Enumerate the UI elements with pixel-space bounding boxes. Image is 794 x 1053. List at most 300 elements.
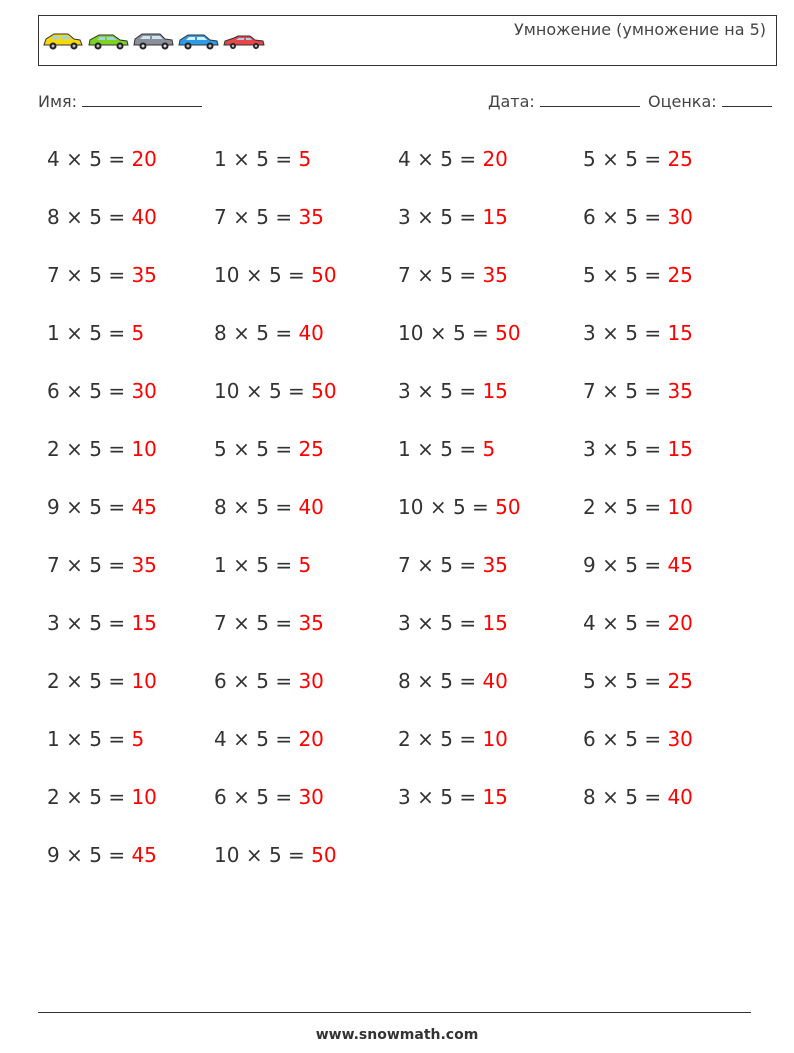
problem-item bbox=[583, 147, 693, 171]
answer-value: 45 bbox=[667, 553, 693, 577]
factor-b: 5 bbox=[256, 611, 269, 635]
problem-item bbox=[214, 727, 324, 751]
answer-value: 35 bbox=[298, 611, 324, 635]
factor-a: 5 bbox=[583, 147, 596, 171]
problem-item bbox=[583, 785, 693, 809]
factor-a: 7 bbox=[583, 379, 596, 403]
times-sign: × bbox=[602, 379, 619, 403]
answer-value: 35 bbox=[131, 553, 157, 577]
answer-value: 35 bbox=[298, 205, 324, 229]
times-sign: × bbox=[417, 785, 434, 809]
times-sign: × bbox=[66, 147, 83, 171]
times-sign: × bbox=[417, 263, 434, 287]
factor-b: 5 bbox=[256, 553, 269, 577]
factor-b: 5 bbox=[89, 379, 102, 403]
factor-b: 5 bbox=[625, 669, 638, 693]
times-sign: × bbox=[233, 727, 250, 751]
factor-b: 5 bbox=[625, 785, 638, 809]
problem-item bbox=[47, 379, 157, 403]
problem-item bbox=[398, 727, 508, 751]
times-sign: × bbox=[417, 205, 434, 229]
times-sign: × bbox=[66, 437, 83, 461]
problem-item bbox=[583, 611, 693, 635]
times-sign: × bbox=[66, 321, 83, 345]
times-sign: × bbox=[602, 553, 619, 577]
problem-item bbox=[583, 263, 693, 287]
factor-a: 3 bbox=[583, 321, 596, 345]
problem-item bbox=[47, 147, 157, 171]
times-sign: × bbox=[66, 785, 83, 809]
factor-a: 1 bbox=[47, 727, 60, 751]
factor-b: 5 bbox=[452, 321, 466, 345]
equals-sign: = bbox=[644, 263, 662, 287]
equals-sign: = bbox=[108, 669, 126, 693]
problem-item bbox=[214, 669, 324, 693]
factor-b: 5 bbox=[256, 321, 269, 345]
factor-b: 5 bbox=[89, 843, 102, 867]
times-sign: × bbox=[66, 495, 83, 519]
factor-a: 6 bbox=[214, 669, 227, 693]
equals-sign: = bbox=[108, 553, 126, 577]
factor-a: 2 bbox=[47, 669, 60, 693]
times-sign: × bbox=[417, 147, 434, 171]
times-sign: × bbox=[233, 553, 250, 577]
equals-sign: = bbox=[108, 205, 126, 229]
factor-a: 4 bbox=[47, 147, 60, 171]
factor-b: 5 bbox=[256, 437, 269, 461]
times-sign: × bbox=[602, 147, 619, 171]
problem-item bbox=[583, 727, 693, 751]
factor-a: 3 bbox=[583, 437, 596, 461]
answer-value: 50 bbox=[311, 379, 337, 403]
problem-item bbox=[583, 669, 693, 693]
factor-b: 5 bbox=[452, 495, 466, 519]
times-sign: × bbox=[417, 553, 434, 577]
answer-value: 35 bbox=[131, 263, 157, 287]
answer-value: 15 bbox=[482, 785, 508, 809]
problem-item bbox=[398, 553, 508, 577]
factor-a: 1 bbox=[47, 321, 60, 345]
equals-sign: = bbox=[472, 321, 489, 345]
factor-b: 5 bbox=[89, 437, 102, 461]
equals-sign: = bbox=[108, 321, 126, 345]
problem-item bbox=[214, 147, 311, 171]
answer-value: 45 bbox=[131, 495, 157, 519]
factor-b: 5 bbox=[440, 205, 453, 229]
problem-item bbox=[47, 611, 157, 635]
factor-b: 5 bbox=[625, 727, 638, 751]
answer-value: 30 bbox=[667, 727, 693, 751]
answer-value: 45 bbox=[131, 843, 157, 867]
equals-sign: = bbox=[108, 785, 126, 809]
factor-b: 5 bbox=[625, 263, 638, 287]
equals-sign: = bbox=[275, 147, 293, 171]
factor-b: 5 bbox=[440, 437, 453, 461]
times-sign: × bbox=[602, 437, 619, 461]
equals-sign: = bbox=[644, 553, 662, 577]
times-sign: × bbox=[233, 785, 250, 809]
times-sign: × bbox=[602, 785, 619, 809]
problem-item bbox=[398, 321, 521, 345]
problem-item bbox=[214, 263, 337, 287]
problem-item bbox=[214, 553, 311, 577]
answer-value: 40 bbox=[667, 785, 693, 809]
factor-a: 3 bbox=[398, 611, 411, 635]
times-sign: × bbox=[429, 321, 447, 345]
factor-a: 4 bbox=[214, 727, 227, 751]
factor-a: 7 bbox=[398, 263, 411, 287]
grade-label: Оценка: bbox=[648, 92, 717, 111]
times-sign: × bbox=[245, 843, 263, 867]
factor-b: 5 bbox=[625, 205, 638, 229]
factor-b: 5 bbox=[89, 495, 102, 519]
times-sign: × bbox=[245, 379, 263, 403]
factor-a: 7 bbox=[47, 263, 60, 287]
problem-item bbox=[214, 205, 324, 229]
equals-sign: = bbox=[275, 669, 293, 693]
answer-value: 25 bbox=[667, 147, 693, 171]
footer-divider bbox=[38, 1012, 751, 1013]
equals-sign: = bbox=[644, 669, 662, 693]
answer-value: 30 bbox=[131, 379, 157, 403]
times-sign: × bbox=[417, 669, 434, 693]
equals-sign: = bbox=[108, 147, 126, 171]
answer-value: 15 bbox=[667, 437, 693, 461]
times-sign: × bbox=[233, 669, 250, 693]
factor-a: 3 bbox=[398, 205, 411, 229]
factor-b: 5 bbox=[625, 379, 638, 403]
factor-b: 5 bbox=[89, 727, 102, 751]
problem-item bbox=[214, 379, 337, 403]
factor-b: 5 bbox=[440, 379, 453, 403]
factor-b: 5 bbox=[625, 321, 638, 345]
equals-sign: = bbox=[108, 495, 126, 519]
answer-value: 35 bbox=[667, 379, 693, 403]
factor-a: 10 bbox=[398, 495, 424, 519]
answer-value: 30 bbox=[298, 669, 324, 693]
answer-value: 35 bbox=[482, 263, 508, 287]
answer-value: 5 bbox=[298, 147, 312, 171]
problem-item bbox=[47, 321, 144, 345]
times-sign: × bbox=[66, 205, 83, 229]
equals-sign: = bbox=[459, 727, 477, 751]
answer-value: 40 bbox=[131, 205, 157, 229]
answer-value: 5 bbox=[131, 321, 145, 345]
factor-b: 5 bbox=[440, 553, 453, 577]
factor-a: 2 bbox=[583, 495, 596, 519]
name-label: Имя: bbox=[38, 92, 78, 111]
factor-b: 5 bbox=[440, 611, 453, 635]
equals-sign: = bbox=[108, 611, 126, 635]
times-sign: × bbox=[66, 669, 83, 693]
times-sign: × bbox=[66, 553, 83, 577]
factor-b: 5 bbox=[89, 553, 102, 577]
answer-value: 30 bbox=[667, 205, 693, 229]
factor-b: 5 bbox=[625, 147, 638, 171]
factor-a: 3 bbox=[398, 785, 411, 809]
answer-value: 5 bbox=[131, 727, 145, 751]
times-sign: × bbox=[233, 611, 250, 635]
factor-a: 10 bbox=[214, 379, 240, 403]
problem-item bbox=[583, 553, 693, 577]
factor-a: 7 bbox=[398, 553, 411, 577]
times-sign: × bbox=[602, 727, 619, 751]
factor-b: 5 bbox=[89, 669, 102, 693]
factor-a: 1 bbox=[214, 147, 227, 171]
factor-b: 5 bbox=[256, 495, 269, 519]
factor-b: 5 bbox=[440, 147, 453, 171]
problem-item bbox=[47, 495, 157, 519]
times-sign: × bbox=[602, 611, 619, 635]
factor-b: 5 bbox=[440, 669, 453, 693]
problem-item bbox=[398, 669, 508, 693]
equals-sign: = bbox=[275, 437, 293, 461]
equals-sign: = bbox=[644, 611, 662, 635]
times-sign: × bbox=[233, 495, 250, 519]
problem-item bbox=[398, 205, 508, 229]
times-sign: × bbox=[417, 727, 434, 751]
factor-a: 9 bbox=[47, 843, 60, 867]
factor-a: 6 bbox=[583, 727, 596, 751]
times-sign: × bbox=[602, 205, 619, 229]
times-sign: × bbox=[602, 321, 619, 345]
equals-sign: = bbox=[288, 843, 305, 867]
factor-b: 5 bbox=[625, 553, 638, 577]
factor-a: 6 bbox=[214, 785, 227, 809]
equals-sign: = bbox=[459, 611, 477, 635]
answer-value: 5 bbox=[298, 553, 312, 577]
answer-value: 10 bbox=[667, 495, 693, 519]
problem-item bbox=[583, 379, 693, 403]
factor-b: 5 bbox=[89, 205, 102, 229]
factor-a: 10 bbox=[214, 843, 240, 867]
equals-sign: = bbox=[288, 263, 305, 287]
equals-sign: = bbox=[108, 437, 126, 461]
answer-value: 50 bbox=[311, 263, 337, 287]
times-sign: × bbox=[602, 495, 619, 519]
factor-a: 1 bbox=[398, 437, 411, 461]
answer-value: 25 bbox=[667, 669, 693, 693]
factor-a: 2 bbox=[47, 437, 60, 461]
answer-value: 35 bbox=[482, 553, 508, 577]
answer-value: 15 bbox=[131, 611, 157, 635]
answer-value: 15 bbox=[482, 611, 508, 635]
answer-value: 5 bbox=[482, 437, 496, 461]
problem-item bbox=[214, 437, 324, 461]
factor-b: 5 bbox=[89, 611, 102, 635]
problem-item bbox=[398, 495, 521, 519]
times-sign: × bbox=[233, 437, 250, 461]
factor-b: 5 bbox=[89, 321, 102, 345]
factor-a: 6 bbox=[47, 379, 60, 403]
equals-sign: = bbox=[275, 205, 293, 229]
equals-sign: = bbox=[459, 437, 477, 461]
equals-sign: = bbox=[108, 263, 126, 287]
equals-sign: = bbox=[108, 843, 126, 867]
times-sign: × bbox=[429, 495, 447, 519]
factor-b: 5 bbox=[89, 147, 102, 171]
times-sign: × bbox=[66, 727, 83, 751]
factor-a: 7 bbox=[214, 611, 227, 635]
answer-value: 40 bbox=[482, 669, 508, 693]
factor-a: 9 bbox=[583, 553, 596, 577]
factor-a: 10 bbox=[214, 263, 240, 287]
footer-url[interactable]: www.snowmath.com bbox=[315, 1027, 479, 1043]
equals-sign: = bbox=[644, 437, 662, 461]
factor-b: 5 bbox=[256, 785, 269, 809]
answer-value: 40 bbox=[298, 495, 324, 519]
worksheet-title: Умножение (умножение на 5) bbox=[514, 20, 766, 39]
times-sign: × bbox=[417, 611, 434, 635]
factor-a: 5 bbox=[214, 437, 227, 461]
equals-sign: = bbox=[275, 553, 293, 577]
factor-a: 1 bbox=[214, 553, 227, 577]
times-sign: × bbox=[66, 379, 83, 403]
problem-item bbox=[583, 321, 693, 345]
equals-sign: = bbox=[459, 379, 477, 403]
problem-item bbox=[214, 611, 324, 635]
factor-a: 8 bbox=[583, 785, 596, 809]
factor-a: 4 bbox=[398, 147, 411, 171]
times-sign: × bbox=[417, 437, 434, 461]
factor-a: 4 bbox=[583, 611, 596, 635]
factor-a: 5 bbox=[583, 263, 596, 287]
answer-value: 20 bbox=[667, 611, 693, 635]
equals-sign: = bbox=[459, 147, 477, 171]
problem-item bbox=[583, 205, 693, 229]
problem-item bbox=[214, 843, 337, 867]
factor-b: 5 bbox=[625, 495, 638, 519]
times-sign: × bbox=[602, 263, 619, 287]
times-sign: × bbox=[66, 843, 83, 867]
answer-value: 10 bbox=[131, 785, 157, 809]
equals-sign: = bbox=[459, 669, 477, 693]
equals-sign: = bbox=[644, 379, 662, 403]
equals-sign: = bbox=[275, 321, 293, 345]
date-label: Дата: bbox=[488, 92, 535, 111]
answer-value: 50 bbox=[495, 495, 521, 519]
problem-item bbox=[47, 263, 157, 287]
times-sign: × bbox=[233, 321, 250, 345]
equals-sign: = bbox=[275, 785, 293, 809]
problem-item bbox=[583, 437, 693, 461]
equals-sign: = bbox=[459, 553, 477, 577]
problem-item bbox=[398, 785, 508, 809]
factor-a: 7 bbox=[214, 205, 227, 229]
problem-item bbox=[398, 263, 508, 287]
factor-b: 5 bbox=[256, 669, 269, 693]
answer-value: 20 bbox=[131, 147, 157, 171]
factor-b: 5 bbox=[440, 263, 453, 287]
equals-sign: = bbox=[472, 495, 489, 519]
problem-item bbox=[398, 437, 495, 461]
factor-a: 9 bbox=[47, 495, 60, 519]
factor-b: 5 bbox=[268, 263, 282, 287]
factor-a: 2 bbox=[398, 727, 411, 751]
answer-value: 15 bbox=[482, 205, 508, 229]
problem-item bbox=[583, 495, 693, 519]
factor-a: 3 bbox=[398, 379, 411, 403]
times-sign: × bbox=[66, 611, 83, 635]
answer-value: 10 bbox=[131, 669, 157, 693]
equals-sign: = bbox=[459, 263, 477, 287]
equals-sign: = bbox=[644, 785, 662, 809]
problem-item bbox=[47, 437, 157, 461]
times-sign: × bbox=[233, 147, 250, 171]
equals-sign: = bbox=[644, 147, 662, 171]
factor-a: 8 bbox=[214, 321, 227, 345]
answer-value: 20 bbox=[298, 727, 324, 751]
factor-b: 5 bbox=[256, 205, 269, 229]
factor-b: 5 bbox=[625, 611, 638, 635]
answer-value: 30 bbox=[298, 785, 324, 809]
times-sign: × bbox=[233, 205, 250, 229]
problem-item bbox=[398, 611, 508, 635]
times-sign: × bbox=[245, 263, 263, 287]
problem-item bbox=[47, 669, 157, 693]
equals-sign: = bbox=[275, 611, 293, 635]
problem-item bbox=[214, 495, 324, 519]
problem-item bbox=[398, 147, 508, 171]
factor-b: 5 bbox=[256, 147, 269, 171]
answer-value: 15 bbox=[482, 379, 508, 403]
equals-sign: = bbox=[644, 727, 662, 751]
factor-b: 5 bbox=[256, 727, 269, 751]
equals-sign: = bbox=[288, 379, 305, 403]
problem-item bbox=[214, 321, 324, 345]
factor-b: 5 bbox=[268, 379, 282, 403]
factor-a: 7 bbox=[47, 553, 60, 577]
answer-value: 25 bbox=[667, 263, 693, 287]
times-sign: × bbox=[602, 669, 619, 693]
factor-a: 10 bbox=[398, 321, 424, 345]
problem-item bbox=[47, 205, 157, 229]
equals-sign: = bbox=[275, 495, 293, 519]
factor-a: 8 bbox=[398, 669, 411, 693]
problem-item bbox=[47, 785, 157, 809]
answer-value: 50 bbox=[311, 843, 337, 867]
equals-sign: = bbox=[108, 379, 126, 403]
answer-value: 40 bbox=[298, 321, 324, 345]
answer-value: 15 bbox=[667, 321, 693, 345]
factor-b: 5 bbox=[268, 843, 282, 867]
equals-sign: = bbox=[459, 785, 477, 809]
equals-sign: = bbox=[644, 205, 662, 229]
equals-sign: = bbox=[459, 205, 477, 229]
problem-item bbox=[214, 785, 324, 809]
equals-sign: = bbox=[275, 727, 293, 751]
times-sign: × bbox=[417, 379, 434, 403]
answer-value: 25 bbox=[298, 437, 324, 461]
answer-value: 50 bbox=[495, 321, 521, 345]
problem-item bbox=[47, 727, 144, 751]
factor-a: 2 bbox=[47, 785, 60, 809]
factor-a: 5 bbox=[583, 669, 596, 693]
equals-sign: = bbox=[644, 321, 662, 345]
factor-a: 3 bbox=[47, 611, 60, 635]
problem-item bbox=[47, 553, 157, 577]
answer-value: 10 bbox=[482, 727, 508, 751]
problem-item bbox=[47, 843, 157, 867]
factor-a: 8 bbox=[214, 495, 227, 519]
answer-value: 10 bbox=[131, 437, 157, 461]
factor-b: 5 bbox=[440, 785, 453, 809]
factor-b: 5 bbox=[89, 785, 102, 809]
equals-sign: = bbox=[644, 495, 662, 519]
equals-sign: = bbox=[108, 727, 126, 751]
factor-a: 6 bbox=[583, 205, 596, 229]
factor-a: 8 bbox=[47, 205, 60, 229]
